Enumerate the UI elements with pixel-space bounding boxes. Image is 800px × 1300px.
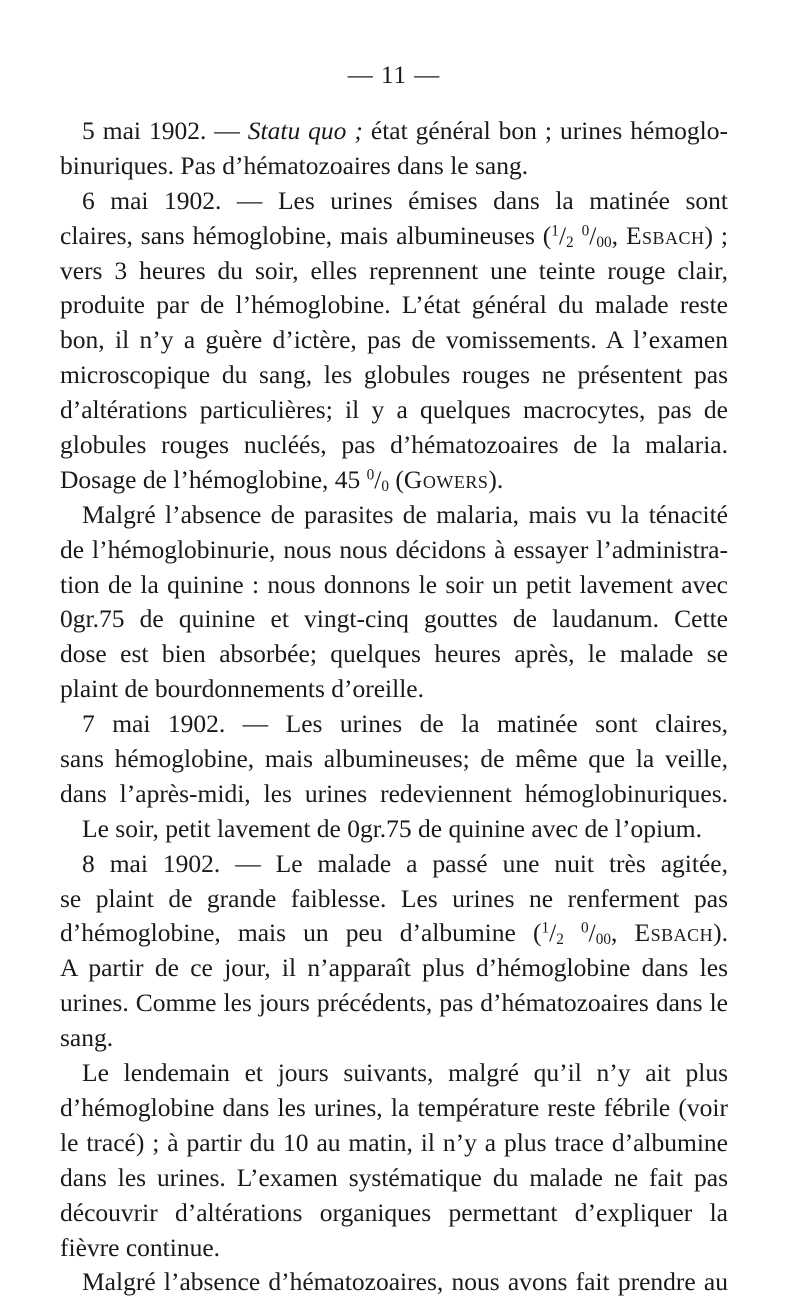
- text-line: [60, 498, 728, 533]
- text-run: [574, 221, 582, 250]
- text-run: Malgré l’absence de parasites de malaria, mais vu la ténacité: [82, 499, 728, 529]
- text-run: produite par de l’hémoglobine. L’état général du malade reste: [60, 290, 728, 320]
- text-line: [60, 1196, 728, 1231]
- text-line: [60, 114, 728, 149]
- text-line: [60, 602, 728, 637]
- superscript: 0: [580, 920, 589, 938]
- text-line: [60, 1126, 728, 1161]
- text-line: [60, 323, 728, 358]
- author-name: Gowers: [403, 464, 489, 494]
- subscript: 2: [556, 931, 564, 949]
- superscript: 0: [581, 222, 590, 240]
- text-run: microscopique du sang, les globules rouges ne présentent pas: [60, 360, 728, 390]
- italic-text: Statu quo ;: [247, 116, 363, 145]
- text-line: [60, 882, 728, 917]
- text-run: 8 mai 1902. — Le malade a passé une nuit très agitée,: [82, 848, 728, 878]
- text-line: [60, 568, 728, 603]
- text-line: [60, 149, 728, 184]
- text-run: vers 3 heures du soir, elles reprennent une teinte rouge clair,: [60, 255, 728, 285]
- text-line: [60, 777, 728, 812]
- text-run: /: [558, 220, 567, 250]
- text-run: 7 mai 1902. — Les urines de la matinée sont claires,: [82, 709, 728, 739]
- text-run: bon, il n’y a guère d’ictère, pas de vomissements. A l’examen: [60, 325, 728, 355]
- text-line: [60, 707, 728, 742]
- text-run: plaint de bourdonnements d’oreille.: [60, 674, 424, 704]
- text-line: [60, 1091, 728, 1126]
- text-run: 6 mai 1902. — Les urines émises dans la matinée sont: [82, 185, 728, 215]
- text-run: ).: [713, 918, 729, 948]
- text-line: [60, 219, 728, 254]
- book-page: [60, 58, 728, 1300]
- subscript: 0: [381, 477, 390, 495]
- text-run: globules rouges nucléés, pas d’hématozoaires de la malaria.: [60, 430, 728, 460]
- text-run: se plaint de grande faiblesse. Les urines ne renferment pas: [60, 883, 728, 913]
- text-line: [60, 916, 728, 951]
- subscript: 00: [596, 233, 612, 251]
- text-line: [60, 847, 728, 882]
- text-line: [60, 812, 728, 847]
- author-name: Esbach: [625, 220, 705, 250]
- superscript: 0: [366, 466, 375, 484]
- text-line: [60, 672, 728, 707]
- text-run: tion de la quinine : nous donnons le soir un petit lavement avec: [60, 569, 728, 599]
- text-line: [60, 358, 728, 393]
- text-run: découvrir d’altérations organiques permettant d’expliquer la: [60, 1197, 728, 1227]
- text-run: 0gr.75 de quinine et vingt-cinq gouttes de laudanum. Cette: [60, 604, 728, 634]
- text-run: claires, sans hémoglobine, mais albumineuses (: [60, 220, 552, 250]
- text-line: [60, 1231, 728, 1266]
- text-run: /: [589, 220, 597, 250]
- text-run: ,: [611, 918, 635, 948]
- text-line: [60, 1021, 728, 1056]
- page-number: — 11 —: [347, 62, 441, 89]
- text-run: Malgré l’absence d’hématozoaires, nous avons fait prendre au: [82, 1267, 728, 1297]
- text-run: ,: [611, 220, 626, 250]
- text-line: [60, 184, 728, 219]
- text-run: [564, 918, 581, 947]
- text-run: d’altérations particulières; il y a quelques macrocytes, pas de: [60, 395, 728, 425]
- text-run: état général bon ; urines hémoglo-: [362, 116, 728, 145]
- text-run: binuriques. Pas d’hématozoaires dans le sang.: [60, 150, 529, 180]
- text-line: [60, 288, 728, 323]
- text-run: A partir de ce jour, il n’apparaît plus d’hémoglobine dans les: [60, 953, 728, 983]
- text-line: [60, 533, 728, 568]
- text-run: sang.: [60, 1023, 114, 1053]
- text-run: urines. Comme les jours précédents, pas d’hématozoaires dans le: [60, 988, 728, 1018]
- text-run: dans l’après-midi, les urines redeviennent hémoglobinuriques.: [60, 778, 728, 808]
- text-run: Le lendemain et jours suivants, malgré qu’il n’y ait plus: [82, 1058, 728, 1088]
- text-run: /: [549, 918, 557, 948]
- text-run: sans hémoglobine, mais albumineuses; de même que la veille,: [60, 744, 728, 774]
- text-run: (: [389, 464, 404, 494]
- text-line: [60, 1265, 728, 1300]
- text-run: ).: [488, 464, 504, 494]
- text-line: [60, 637, 728, 672]
- text-run: ) ;: [704, 220, 729, 250]
- text-line: [60, 463, 728, 498]
- subscript: 00: [595, 931, 612, 949]
- text-run: de l’hémoglobinurie, nous nous décidons à essayer l’administra-: [60, 534, 728, 564]
- text-run: d’hémoglobine, mais un peu d’albumine (: [60, 918, 542, 948]
- text-line: [60, 428, 728, 463]
- text-line: [60, 1056, 728, 1091]
- text-line: [60, 986, 728, 1021]
- text-line: [60, 1161, 728, 1196]
- text-line: [60, 742, 728, 777]
- text-run: fièvre continue.: [60, 1232, 221, 1262]
- text-run: /: [588, 918, 596, 948]
- subscript: 2: [566, 233, 574, 251]
- text-run: d’hémoglobine dans les urines, la température reste fébrile (voir: [60, 1092, 728, 1122]
- body-text: [60, 114, 728, 1300]
- text-run: /: [374, 464, 382, 494]
- text-run: Le soir, petit lavement de 0gr.75 de quinine avec de l’opium.: [82, 813, 703, 843]
- text-run: le tracé) ; à partir du 10 au matin, il n’y a plus trace d’albumine: [60, 1127, 728, 1157]
- text-run: dans les urines. L’examen systématique du malade ne fait pas: [60, 1162, 728, 1192]
- superscript: 1: [551, 222, 559, 240]
- superscript: 1: [541, 920, 550, 938]
- text-line: [60, 254, 728, 289]
- text-line: [60, 393, 728, 428]
- author-name: Esbach: [634, 918, 714, 948]
- text-run: dose est bien absorbée; quelques heures après, le malade se: [60, 639, 728, 669]
- text-run: 5 mai 1902. —: [82, 116, 248, 145]
- text-run: Dosage de l’hémoglobine, 45: [60, 464, 367, 494]
- text-line: [60, 951, 728, 986]
